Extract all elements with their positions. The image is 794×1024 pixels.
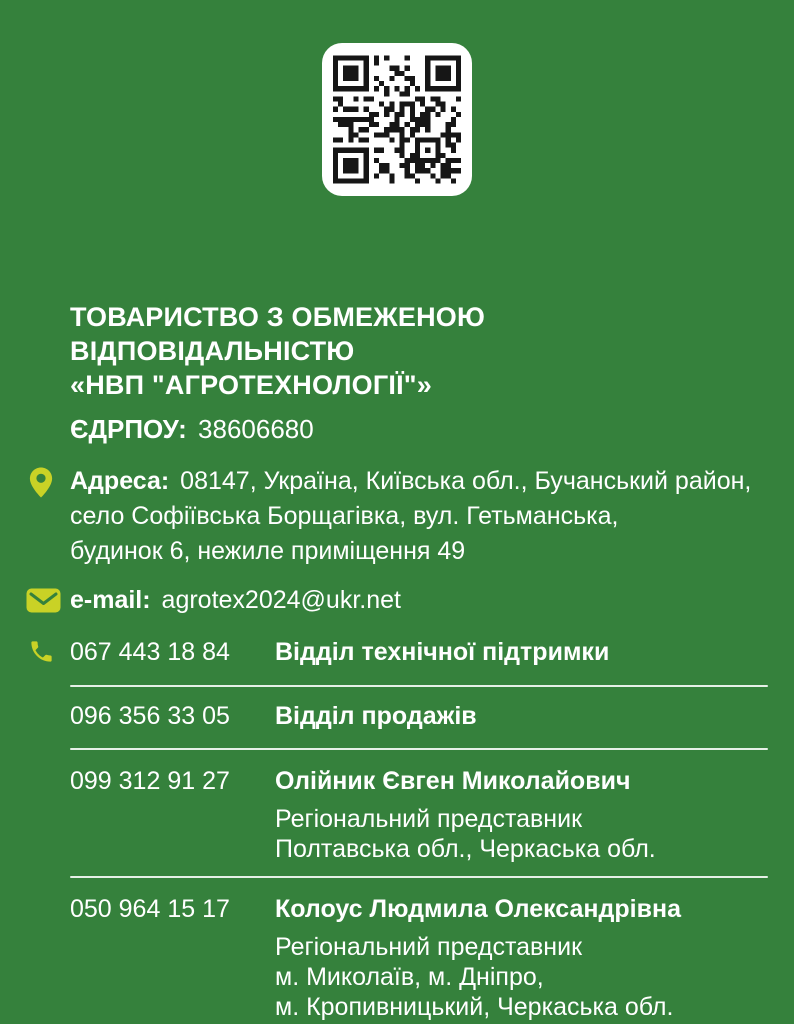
contact-info [70,300,768,1022]
edrpou-row [70,414,768,444]
phone-icon [28,638,55,665]
contact-detail-line: Регіональний представник [275,933,583,961]
contact-details [275,932,681,1022]
company-name [70,300,768,402]
phone-number: 050 964 15 17 [70,895,230,923]
edrpou-label: ЄДРПОУ: [70,414,187,444]
address-line: село Софіївська Борщагівка, вул. Гетьманська, [70,502,619,530]
contact-info-cell [275,637,609,667]
address-row [70,464,768,569]
contact-row [70,687,768,748]
contact-row [70,637,768,685]
address-line: Адреса: 08147, Україна, Київська обл., Бучанський район, [70,467,752,495]
contact-title: Олійник Євген Миколайович [275,767,631,795]
envelope-icon [26,588,61,613]
contact-title: Відділ продажів [275,702,477,730]
contacts-list [70,637,768,1022]
contact-details [275,804,656,864]
contact-detail-line: Полтавська обл., Черкаська обл. [275,835,656,863]
contact-row [70,878,768,1022]
contact-detail-line: м. Кропивницький, Черкаська обл. [275,993,674,1021]
email-value: agrotex2024@ukr.net [161,586,401,614]
phone-number: 096 356 33 05 [70,702,230,730]
contact-title: Колоус Людмила Олександрівна [275,895,681,923]
edrpou-value: 38606680 [198,414,314,444]
company-name-line: «НВП "АГРОТЕХНОЛОГІЇ"» [70,370,432,400]
phone-number: 067 443 18 84 [70,638,230,666]
qr-code [322,43,472,196]
email-row [70,585,768,615]
address-label: Адреса: [70,467,170,495]
contact-row [70,750,768,876]
contact-detail-line: м. Миколаїв, м. Дніпро, [275,963,544,991]
address-line: будинок 6, нежиле приміщення 49 [70,537,466,565]
email-label: e-mail: [70,586,151,614]
contact-info-cell [275,894,681,1022]
contact-title: Відділ технічної підтримки [275,638,610,666]
contact-info-cell [275,701,477,731]
qr-code-pattern [333,54,461,185]
company-name-line: ТОВАРИСТВО З ОБМЕЖЕНОЮ ВІДПОВІДАЛЬНІСТЮ [70,302,486,366]
location-pin-icon [29,467,53,498]
contact-detail-line: Регіональний представник [275,805,583,833]
phone-number: 099 312 91 27 [70,767,230,795]
contact-info-cell [275,766,656,864]
